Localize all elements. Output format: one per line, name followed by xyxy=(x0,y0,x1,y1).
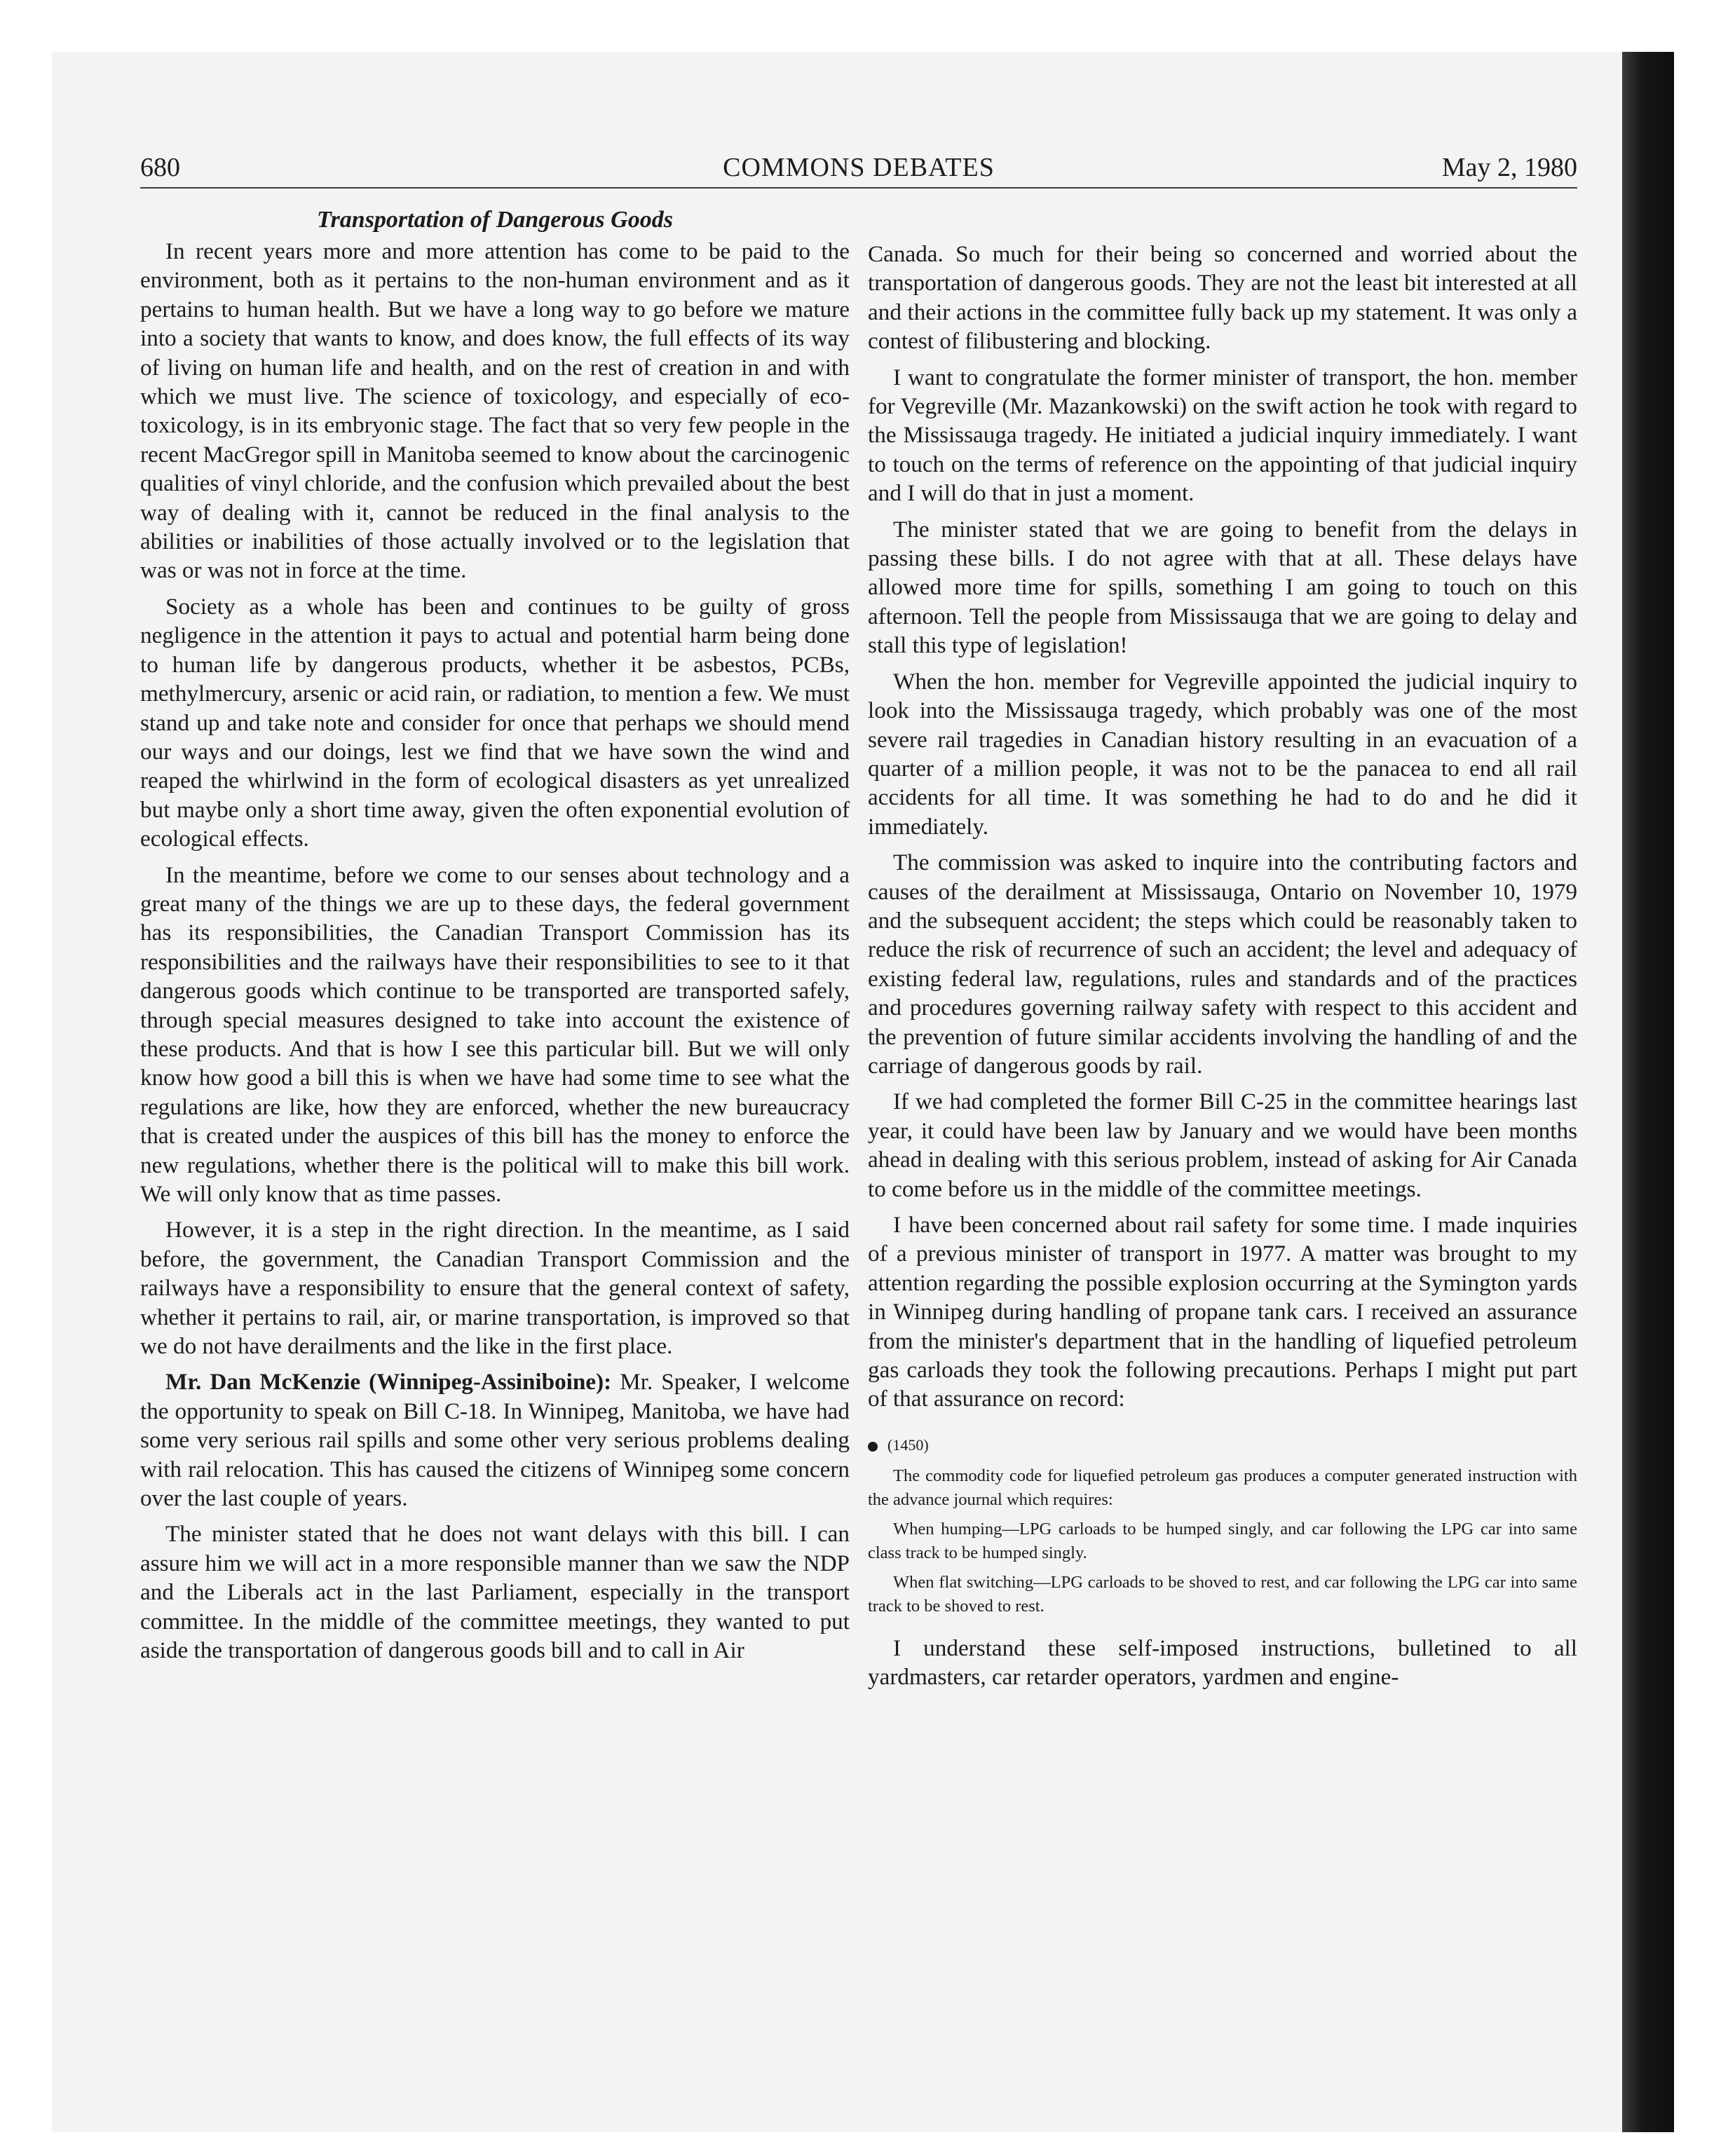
speaker-text: Mr. Speaker, I welcome the opportunity to speak on Bill C-18. In Winnipeg, Manitoba, we have had some very serious rail spills and some other very serious problems dealing with rail relocation. This has caused the citizens of Winnipeg some concern over the last couple of years. xyxy=(140,1369,850,1512)
speaker-paragraph xyxy=(140,1367,850,1513)
paragraph: When the hon. member for Vegreville appointed the judicial inquiry to look into the Mississauga tragedy, which probably was one of the most severe rail tragedies in Canadian history resulting in an evacuation of a quarter of a million people, it was not to be the panacea to end all rail accidents for all time. It was something he had to do and he did it immediately. xyxy=(868,668,1577,840)
continued-paragraph: Canada. So much for their being so concerned and worried about the transportation of dangerous goods. They are not the least bit interested at all and their actions in the committee fully back up my statement. It was only a contest of filibustering and blocking. xyxy=(868,241,1577,355)
paragraph: The commission was asked to inquire into the contributing factors and causes of the derailment at Mississauga, Ontario on November 10, 1979 and the subsequent accident; the steps which could be reasonably taken to reduce the risk of recurrence of such an accident; the level and adequacy of existing federal law, regulations, rules and standards and of the practices and procedures governing railway safety with respect to this accident and the prevention of future similar accidents involving the handling of and the carriage of dangerous goods by rail. xyxy=(868,850,1577,1079)
paragraph: In recent years more and more attention has come to be paid to the environment, both as it pertains to the non-human environment and as it pertains to human health. But we have a long way to go before we mature into a society that wants to know, and does know, the full effects of its way of living on human life and health, and on the rest of creation in and with which we must live. The science of toxicology, and especially of eco-toxicology, is in its embryonic stage. The fact that so very few people in the recent MacGregor spill in Manitoba seemed to know about the carcinogenic qualities of vinyl chloride, and the confusion which prevailed about the best way of dealing with it, cannot be reduced in the final analysis to the abilities or inabilities of those actually involved or to the legislation that was or was not in force at the time. xyxy=(140,238,850,584)
page-number: 680 xyxy=(140,153,180,182)
header-rule xyxy=(140,187,1577,189)
paragraph: If we had completed the former Bill C-25 in the committee hearings last year, it could have been law by January and we would have been months ahead in dealing with this serious problem, instead of asking for Air Canada to come before us in the middle of the committee meetings. xyxy=(868,1089,1577,1202)
left-column xyxy=(140,203,850,1672)
issue-date: May 2, 1980 xyxy=(1441,153,1577,182)
bullet-icon xyxy=(868,1442,878,1452)
paragraph: I understand these self-imposed instructions, bulletined to all yardmasters, car retarder operators, yardmen and engine- xyxy=(868,1635,1577,1691)
paragraph: In the meantime, before we come to our senses about technology and a great many of the things we are up to these days, the federal government has its responsibilities, the Canadian Transport Commission has its responsibilities and the railways have their responsibilities to see to it that dangerous goods which continue to be transported are transported safely, through special measures designed to take into account the existence of these products. And that is how I see this particular bill. But we will only know how good a bill this is when we have had some time to see what the regulations are like, how they are enforced, whether the new bureaucracy that is created under the auspices of this bill has the money to enforce the new regulations, whether there is the political will to make this bill work. We will only know that as time passes. xyxy=(140,861,850,1207)
right-column xyxy=(868,240,1577,1699)
paragraph: I have been concerned about rail safety for some time. I made inquiries of a previous minister of transport in 1977. A matter was brought to my attention regarding the possible explosion occurring at the Symington yards in Winnipeg during handling of propane tank cars. I received an assurance from the minister's department that in the handling of liquefied petroleum gas carloads they took the following precautions. Perhaps I might put part of that assurance on record: xyxy=(868,1212,1577,1412)
paragraph: Society as a whole has been and continues to be guilty of gross negligence in the attention it pays to actual and potential harm being done to human life by dangerous products, whether it be asbestos, PCBs, methylmercury, arsenic or acid rain, or radiation, to mention a few. We must stand up and take note and consider for once that perhaps we should mend our ways and our doings, lest we find that we have sown the wind and reaped the whirlwind in the form of ecological disasters as yet unrealized but maybe only a short time away, given the often exponential evolution of ecological effects. xyxy=(140,593,850,852)
paragraph: The minister stated that we are going to benefit from the delays in passing these bills. I do not agree with that at all. These delays have allowed more time for spills, something I am going to touch on this afternoon. Tell the people from Mississauga that we are going to delay and stall this type of legislation! xyxy=(868,516,1577,659)
quoted-text: When flat switching—LPG carloads to be shoved to rest, and car following the LPG car into same track to be shoved to rest. xyxy=(868,1572,1577,1616)
journal-title: COMMONS DEBATES xyxy=(723,153,995,182)
speaker-name: Mr. Dan McKenzie (Winnipeg-Assiniboine): xyxy=(165,1369,612,1396)
binding-edge-shadow xyxy=(1622,52,1674,2132)
time-marker xyxy=(868,1435,1577,1456)
page-header xyxy=(140,152,1577,187)
paragraph: However, it is a step in the right direction. In the meantime, as I said before, the government, the Canadian Transport Commission and the railways have a responsibility to ensure that the general context of safety, whether it pertains to rail, air, or marine transportation, is improved so that we do not have derailments and the like in the first place. xyxy=(140,1217,850,1360)
quoted-text: When humping—LPG carloads to be humped singly, and car following the LPG car into same class track to be humped singly. xyxy=(868,1519,1577,1562)
section-heading: Transportation of Dangerous Goods xyxy=(317,207,673,233)
quoted-text: The commodity code for liquefied petroleum gas produces a computer generated instruction with the advance journal which requires: xyxy=(868,1466,1577,1509)
paragraph: The minister stated that he does not want delays with this bill. I can assure him we will act in a more responsible manner than we saw the NDP and the Liberals act in the last Parliament, especially in the transport committee. In the middle of the committee meetings, they wanted to put aside the transportation of dangerous goods bill and to call in Air xyxy=(140,1521,850,1664)
paragraph: I want to congratulate the former minister of transport, the hon. member for Vegreville (Mr. Mazankowski) on the swift action he took with regard to the Mississauga tragedy. He initiated a judicial inquiry immediately. I want to touch on the terms of reference on the appointing of that judicial inquiry and I will do that in just a moment. xyxy=(868,364,1577,507)
time-marker-label: (1450) xyxy=(887,1435,929,1454)
